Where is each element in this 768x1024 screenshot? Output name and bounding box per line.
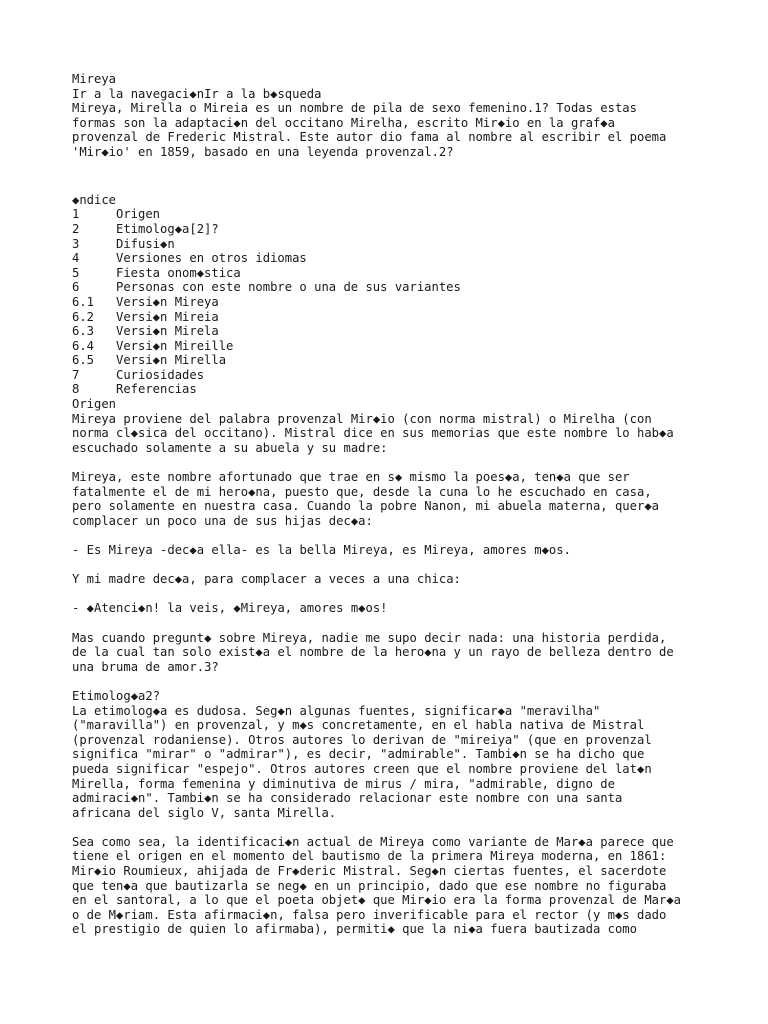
section-heading: Etimolog◆a2? <box>72 688 161 703</box>
text-line: - Es Mireya -dec◆a ella- es la bella Mireya, es Mireya, amores m◆os. <box>72 543 571 557</box>
text-line: Sea como sea, la identificaci◆n actual de Mireya como variante de Mar◆a parece que <box>72 834 674 849</box>
toc-item[interactable] <box>72 295 732 310</box>
toc-item[interactable] <box>72 222 732 237</box>
toc-label: Fiesta onom◆stica <box>116 265 241 280</box>
toc-number: 1 <box>72 207 80 222</box>
document-body <box>72 72 732 937</box>
text-line: Mas cuando pregunt◆ sobre Mireya, nadie me supo decir nada: una historia perdida, <box>72 630 667 645</box>
text-line: Mirella, forma femenina y diminutiva de mirus / mira, "admirable, digno de <box>72 776 615 791</box>
navigation-links[interactable]: Ir a la navegaci◆nIr a la b◆squeda <box>72 86 322 101</box>
text-line: (provenzal rodaniense). Otros autores lo derivan de "mireiya" (que en provenzal <box>72 732 652 747</box>
toc-label: Versi◆n Mirella <box>116 353 227 368</box>
toc-item[interactable] <box>72 266 732 281</box>
toc-item[interactable] <box>72 207 732 222</box>
toc-label: Versi◆n Mireia <box>116 309 219 324</box>
text-line: admiraci◆n". Tambi◆n se ha considerado relacionar este nombre con una santa <box>72 791 623 806</box>
toc-item[interactable] <box>72 382 732 397</box>
text-line: en el santoral, a lo que el poeta objet◆ que Mir◆io era la forma provenzal de Mar◆a <box>72 893 682 908</box>
toc-item[interactable] <box>72 280 732 295</box>
text-line: o de M◆riam. Esta afirmaci◆n, falsa pero inverificable para el rector (y m◆s dado <box>72 907 667 922</box>
toc-label: Personas con este nombre o una de sus variantes <box>116 280 461 295</box>
toc-label: Versi◆n Mireille <box>116 338 234 353</box>
toc-item[interactable] <box>72 251 732 266</box>
section-heading: Origen <box>72 397 117 412</box>
text-line: pueda significar "espejo". Otros autores creen que el nombre proviene del lat◆n <box>72 761 652 776</box>
toc-label: Versiones en otros idiomas <box>116 251 307 266</box>
toc-label: Referencias <box>116 382 197 397</box>
toc-label: Etimolog◆a[2]? <box>116 221 219 236</box>
section-etimologia <box>72 689 732 937</box>
toc-label: Difusi◆n <box>116 236 175 251</box>
toc-item[interactable] <box>72 237 732 252</box>
text-line: Y mi madre dec◆a, para complacer a veces a una chica: <box>72 572 461 587</box>
text-line: Mir◆io Roumieux, ahijada de Fr◆deric Mistral. Seg◆n ciertas fuentes, el sacerdote <box>72 864 667 879</box>
text-line: complacer un poco una de sus hijas dec◆a: <box>72 513 373 528</box>
toc-number: 6.2 <box>72 309 95 324</box>
toc-number: 6 <box>72 280 80 295</box>
toc-number: 7 <box>72 367 80 382</box>
text-line: norma cl◆sica del occitano). Mistral dice en sus memorias que este nombre lo hab◆a <box>72 426 674 441</box>
toc-number: 4 <box>72 251 80 266</box>
table-of-contents <box>72 193 732 397</box>
text-line: que ten◆a que bautizarla se neg◆ en un principio, dado que ese nombre no figuraba <box>72 878 667 893</box>
toc-number: 3 <box>72 236 80 251</box>
toc-number: 2 <box>72 221 80 236</box>
text-line: La etimolog◆a es dudosa. Seg◆n algunas fuentes, significar◆a "meravilha" <box>72 703 601 718</box>
toc-number: 8 <box>72 382 80 397</box>
text-line: tiene el origen en el momento del bautismo de la primera Mireya moderna, en 1861: <box>72 849 667 864</box>
toc-number: 6.5 <box>72 353 95 368</box>
toc-label: Versi◆n Mirela <box>116 324 219 339</box>
text-line: 'Mir◆io' en 1859, basado en una leyenda provenzal.2? <box>72 144 454 159</box>
text-line: pero solamente en nuestra casa. Cuando la pobre Nanon, mi abuela materna, quer◆a <box>72 499 659 514</box>
text-line: - ◆Atenci◆n! la veis, ◆Mireya, amores m◆os! <box>72 601 388 616</box>
toc-number: 6.3 <box>72 324 95 339</box>
text-line: provenzal de Frederic Mistral. Este autor dio fama al nombre al escribir el poema <box>72 130 667 145</box>
text-line: Mireya, Mirella o Mireia es un nombre de pila de sexo femenino.1? Todas estas <box>72 101 637 116</box>
text-line: Mireya, este nombre afortunado que trae en s◆ mismo la poes◆a, ten◆a que ser <box>72 470 630 485</box>
toc-number: 5 <box>72 265 80 280</box>
text-line: africana del siglo V, santa Mirella. <box>72 805 337 820</box>
section-origen <box>72 397 732 674</box>
toc-item[interactable] <box>72 324 732 339</box>
toc-label: Curiosidades <box>116 367 205 382</box>
toc-number: 6.1 <box>72 294 95 309</box>
toc-heading: ◆ndice <box>72 192 117 207</box>
text-line: el prestigio de quien lo afirmaba), permiti◆ que la ni◆a fuera bautizada como <box>72 922 637 937</box>
text-line: de la cual tan solo exist◆a el nombre de la hero◆na y un rayo de belleza dentro de <box>72 645 674 660</box>
text-line: formas son la adaptaci◆n del occitano Mirelha, escrito Mir◆io en la graf◆a <box>72 115 615 130</box>
text-line: fatalmente el de mi hero◆na, puesto que, desde la cuna lo he escuchado en casa, <box>72 484 652 499</box>
toc-number: 6.4 <box>72 338 95 353</box>
toc-item[interactable] <box>72 339 732 354</box>
text-line: Mireya proviene del palabra provenzal Mir◆io (con norma mistral) o Mirelha (con <box>72 411 652 426</box>
toc-item[interactable] <box>72 368 732 383</box>
page-title: Mireya <box>72 72 117 86</box>
toc-label: Origen <box>116 207 161 222</box>
toc-item[interactable] <box>72 310 732 325</box>
text-line: significa "mirar" o "admirar"), es decir, "admirable". Tambi◆n se ha dicho que <box>72 747 645 762</box>
toc-item[interactable] <box>72 353 732 368</box>
intro-paragraph <box>72 101 732 159</box>
text-line: ("maravilla") en provenzal, y m◆s concretamente, en el habla nativa de Mistral <box>72 718 645 733</box>
text-line: una bruma de amor.3? <box>72 659 219 674</box>
text-line: escuchado solamente a su abuela y su madre: <box>72 440 388 455</box>
toc-label: Versi◆n Mireya <box>116 294 219 309</box>
